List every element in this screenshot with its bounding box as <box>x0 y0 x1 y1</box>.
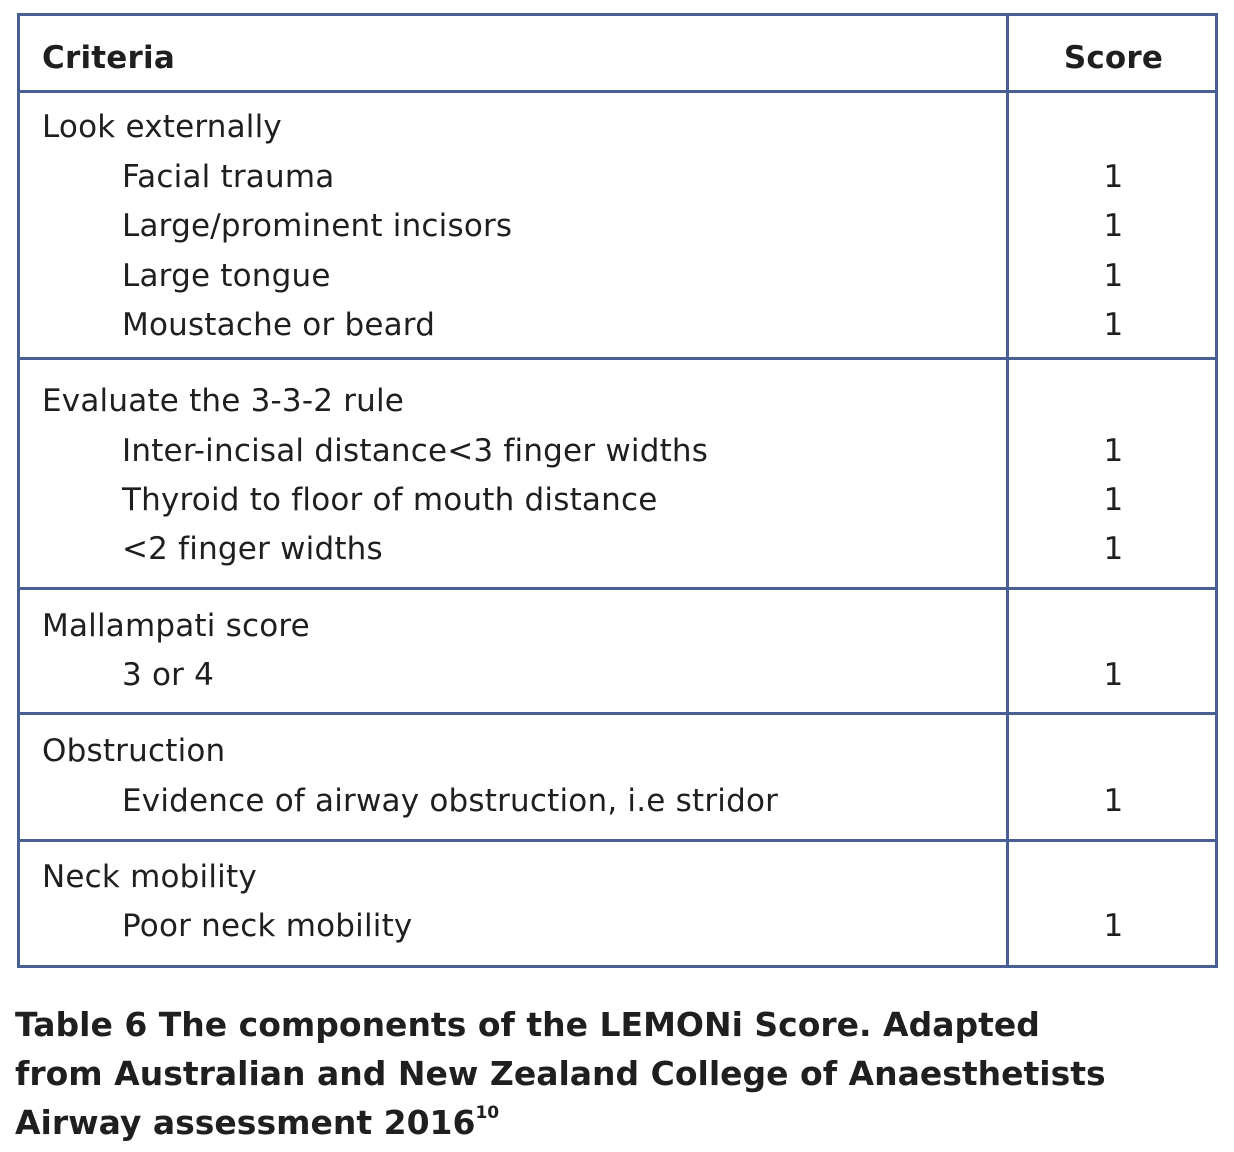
score-value: 1 <box>1103 433 1124 469</box>
score-value: 1 <box>1103 258 1124 294</box>
score-value: 1 <box>1103 307 1124 343</box>
lemoni-score-table <box>17 13 1218 968</box>
score-value: 1 <box>1103 208 1124 244</box>
header-criteria: Criteria <box>42 40 175 76</box>
group-title-obstruction: Obstruction <box>42 733 226 769</box>
score-value: 1 <box>1103 783 1124 819</box>
criteria-item: Large/prominent incisors <box>122 208 513 244</box>
caption-line-1: Table 6 The components of the LEMONi Score. Adapted <box>15 1005 1040 1044</box>
header-score: Score <box>1063 40 1164 76</box>
row-divider <box>20 357 1215 360</box>
criteria-item: <2 finger widths <box>122 531 383 567</box>
group-title-mallampati: Mallampati score <box>42 608 310 644</box>
row-divider <box>20 587 1215 590</box>
group-title-look: Look externally <box>42 109 282 145</box>
reference-superscript: 10 <box>475 1103 500 1123</box>
score-value: 1 <box>1103 657 1124 693</box>
score-value: 1 <box>1103 908 1124 944</box>
criteria-item: Inter-incisal distance<3 finger widths <box>122 433 709 469</box>
group-title-evaluate: Evaluate the 3-3-2 rule <box>42 383 405 419</box>
criteria-item: Large tongue <box>122 258 331 294</box>
group-title-neck: Neck mobility <box>42 859 257 895</box>
criteria-item: Thyroid to floor of mouth distance <box>122 482 658 518</box>
score-value: 1 <box>1103 159 1124 195</box>
score-value: 1 <box>1103 531 1124 567</box>
row-divider <box>20 712 1215 715</box>
criteria-item: Moustache or beard <box>122 307 436 343</box>
criteria-item: Evidence of airway obstruction, i.e stridor <box>122 783 779 819</box>
table-caption <box>15 1000 1215 1147</box>
score-value: 1 <box>1103 482 1124 518</box>
criteria-item: Poor neck mobility <box>122 908 413 944</box>
row-divider <box>20 90 1215 93</box>
caption-line-3-text: Airway assessment 2016 <box>15 1103 476 1142</box>
caption-line-3 <box>15 1098 1215 1147</box>
row-divider <box>20 839 1215 842</box>
criteria-item: Facial trauma <box>122 159 335 195</box>
criteria-item: 3 or 4 <box>122 657 215 693</box>
caption-line-2: from Australian and New Zealand College of Anaesthetists <box>15 1054 1106 1093</box>
